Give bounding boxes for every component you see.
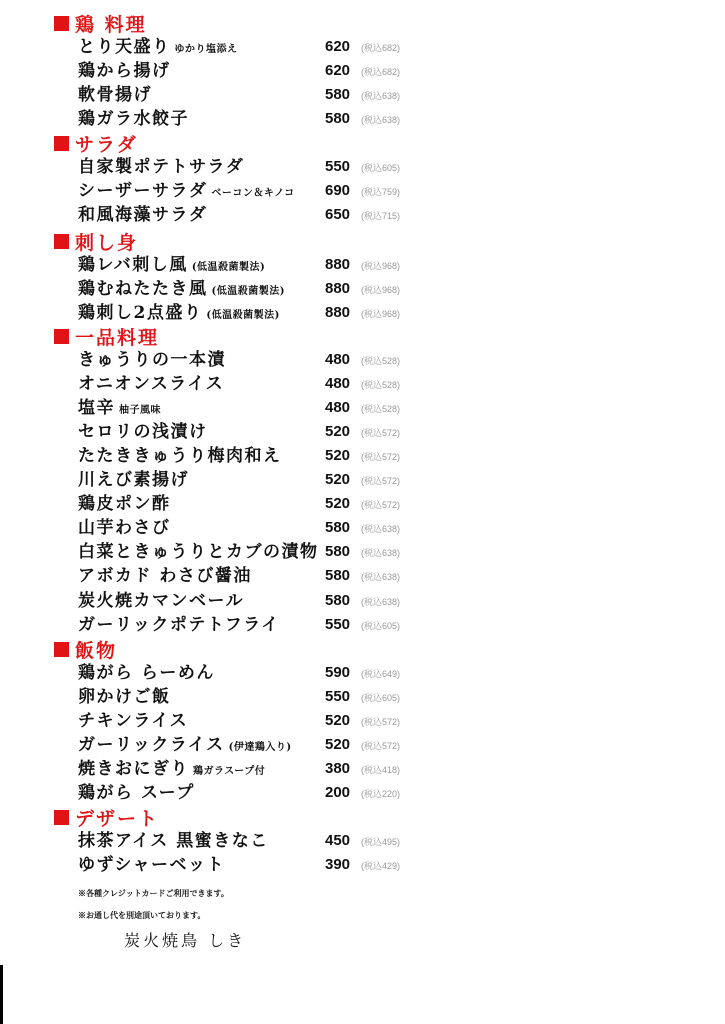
menu-item xyxy=(78,517,418,539)
menu-item-tax-price: (税込968) xyxy=(361,261,401,271)
section-title: 一品料理 xyxy=(75,326,160,349)
menu-item xyxy=(78,493,418,515)
menu-item xyxy=(78,758,418,780)
menu-item-name xyxy=(78,445,282,467)
menu-item-price: 480 xyxy=(325,351,351,368)
menu-item-name-text: 自家製ポテトサラダ xyxy=(78,157,245,177)
section-header xyxy=(54,132,138,154)
menu-item-name-text: アボカド わさび醤油 xyxy=(78,566,252,586)
menu-item-name-text: 焼きおにぎり xyxy=(78,759,189,779)
menu-item-price: 880 xyxy=(325,280,351,297)
menu-item-tax-price: (税込572) xyxy=(361,428,401,438)
menu-item xyxy=(78,469,418,491)
menu-item xyxy=(78,782,418,804)
menu-item-name xyxy=(78,565,252,587)
menu-item-price: 520 xyxy=(325,712,351,729)
menu-item-name-text: たたききゅうり梅肉和え xyxy=(78,446,282,466)
menu-item-price: 620 xyxy=(325,38,351,55)
menu-item-note: (低温殺菌製法) xyxy=(191,262,266,273)
menu-item-tax-price: (税込638) xyxy=(361,597,401,607)
page-edge-rule xyxy=(0,965,3,1024)
menu-item-tax-price: (税込528) xyxy=(361,404,401,414)
menu-item xyxy=(78,565,418,587)
menu-item-tax-price: (税込605) xyxy=(361,693,401,703)
menu-item-name xyxy=(78,517,171,539)
menu-item-name-text: 鶏ガラ水餃子 xyxy=(78,109,189,129)
menu-item-note: 鶏ガラスープ付 xyxy=(193,766,266,777)
menu-item-tax-price: (税込528) xyxy=(361,356,401,366)
menu-item-price: 650 xyxy=(325,206,351,223)
menu-item-tax-price: (税込682) xyxy=(361,43,401,53)
section-header xyxy=(54,12,147,34)
menu-item-price: 520 xyxy=(325,495,351,512)
menu-item xyxy=(78,254,418,276)
menu-item-name xyxy=(78,373,224,395)
shop-name: 炭火焼鳥 しき xyxy=(124,931,247,950)
section-header xyxy=(54,230,138,252)
menu-item xyxy=(78,108,418,130)
menu-item-name-text: セロリの浅漬け xyxy=(78,422,208,442)
menu-item-name xyxy=(78,614,280,636)
section-bullet-square xyxy=(54,136,69,151)
section-bullet-square xyxy=(54,234,69,249)
menu-item-price: 520 xyxy=(325,471,351,488)
menu-item xyxy=(78,710,418,732)
menu-item-name xyxy=(78,60,171,82)
menu-item-name xyxy=(78,710,188,732)
menu-item-name xyxy=(78,758,265,783)
section-bullet-square xyxy=(54,16,69,31)
menu-item-name xyxy=(78,349,226,371)
section-title: デザート xyxy=(75,807,160,830)
menu-item-name-text: 卵かけご飯 xyxy=(78,687,171,707)
menu-item-name xyxy=(78,421,208,443)
menu-item-tax-price: (税込572) xyxy=(361,452,401,462)
menu-item-tax-price: (税込759) xyxy=(361,187,401,197)
menu-item-name-text: 鶏がら スープ xyxy=(78,783,195,803)
menu-item-name-text: 炭火焼カマンベール xyxy=(78,591,245,611)
menu-item-name-text: オニオンスライス xyxy=(78,374,225,394)
menu-item-tax-price: (税込638) xyxy=(361,115,401,125)
menu-item-note: (低温殺菌製法) xyxy=(206,310,280,321)
menu-item-tax-price: (税込638) xyxy=(361,548,401,558)
menu-item xyxy=(78,541,418,563)
menu-item-name xyxy=(78,254,265,279)
menu-item-name xyxy=(78,590,244,612)
menu-item-tax-price: (税込638) xyxy=(361,572,401,582)
menu-item-price: 880 xyxy=(325,304,351,321)
menu-item-name-text: 軟骨揚げ xyxy=(78,85,152,105)
menu-item-name xyxy=(78,493,171,515)
menu-item-name xyxy=(78,662,215,684)
menu-item-price: 390 xyxy=(325,856,351,873)
menu-item xyxy=(78,397,418,419)
menu-item-note: ベーコン＆キノコ xyxy=(211,188,295,199)
menu-item-tax-price: (税込220) xyxy=(361,789,401,799)
menu-item-tax-price: (税込418) xyxy=(361,765,401,775)
menu-item-tax-price: (税込495) xyxy=(361,837,401,847)
menu-item-name-text: 和風海藻サラダ xyxy=(78,205,208,225)
menu-item-price: 690 xyxy=(325,182,351,199)
section-bullet-square xyxy=(54,642,69,657)
menu-item-name-text: 抹茶アイス 黒蜜きなこ xyxy=(78,831,269,851)
menu-item-price: 200 xyxy=(325,784,351,801)
menu-item-tax-price: (税込528) xyxy=(361,380,401,390)
menu-item-name-text: 鶏レバ刺し風 xyxy=(78,255,188,275)
menu-item xyxy=(78,830,418,852)
menu-item-price: 580 xyxy=(325,519,351,536)
menu-item-price: 520 xyxy=(325,423,351,440)
menu-item-name-text: きゅうりの一本漬 xyxy=(78,350,226,370)
menu-item-tax-price: (税込572) xyxy=(361,717,401,727)
menu-item-price: 580 xyxy=(325,543,351,560)
menu-item-name-text: 鶏から揚げ xyxy=(78,61,171,81)
menu-item-name xyxy=(78,469,189,491)
menu-item-tax-price: (税込605) xyxy=(361,621,401,631)
menu-item-name-text: 鶏刺し2点盛り xyxy=(78,303,203,323)
menu-item-name-text: とり天盛り xyxy=(78,37,171,57)
menu-item-tax-price: (税込968) xyxy=(361,285,401,295)
menu-item-name-text: 鶏皮ポン酢 xyxy=(78,494,171,514)
menu-item-price: 550 xyxy=(325,688,351,705)
menu-item-price: 520 xyxy=(325,736,351,753)
menu-item-price: 880 xyxy=(325,256,351,273)
menu-item xyxy=(78,421,418,443)
menu-item-tax-price: (税込968) xyxy=(361,309,401,319)
menu-item-name xyxy=(78,686,171,708)
menu-item-name-text: ガーリックポテトフライ xyxy=(78,615,280,635)
section-header xyxy=(54,806,159,828)
menu-item-price: 520 xyxy=(325,447,351,464)
menu-item xyxy=(78,156,418,178)
section-title: サラダ xyxy=(75,133,138,156)
menu-item-name-text: シーザーサラダ xyxy=(78,181,208,201)
section-title: 飯物 xyxy=(75,639,118,662)
menu-item-name xyxy=(78,204,207,226)
menu-item xyxy=(78,734,418,756)
menu-item-tax-price: (税込638) xyxy=(361,524,401,534)
menu-item xyxy=(78,180,418,202)
menu-item-price: 590 xyxy=(325,664,351,681)
menu-item-name-text: 塩辛 xyxy=(78,398,115,418)
section-title: 刺し身 xyxy=(75,231,139,254)
menu-item xyxy=(78,84,418,106)
footnote-credit-card: ※各種クレジットカードご利用できます。 xyxy=(78,888,229,898)
section-bullet-square xyxy=(54,329,69,344)
menu-item-price: 580 xyxy=(325,592,351,609)
menu-item-note: ゆかり塩添え xyxy=(174,44,238,55)
menu-item-price: 580 xyxy=(325,567,351,584)
menu-item-name-text: 川えび素揚げ xyxy=(78,470,189,490)
menu-item-tax-price: (税込572) xyxy=(361,500,401,510)
menu-item-tax-price: (税込429) xyxy=(361,861,401,871)
menu-item xyxy=(78,662,418,684)
menu-item-name-text: 白菜ときゅうりとカブの漬物 xyxy=(78,542,319,562)
menu-item-name xyxy=(78,734,292,759)
menu-item-name-text: 鶏むねたたき風 xyxy=(78,279,208,299)
section-bullet-square xyxy=(54,810,69,825)
menu-item-name xyxy=(78,36,238,61)
menu-item xyxy=(78,36,418,58)
menu-item-name xyxy=(78,397,161,422)
menu-item-price: 380 xyxy=(325,760,351,777)
footnote-cover-charge: ※お通し代を別途頂いております。 xyxy=(78,910,206,920)
menu-item-tax-price: (税込638) xyxy=(361,91,401,101)
menu-item xyxy=(78,60,418,82)
menu-item-tax-price: (税込572) xyxy=(361,476,401,486)
menu-item xyxy=(78,445,418,467)
menu-item xyxy=(78,854,418,876)
menu-item-name-text: 鶏がら らーめん xyxy=(78,663,215,683)
menu-item-price: 580 xyxy=(325,86,351,103)
menu-item-name xyxy=(78,782,195,804)
menu-item xyxy=(78,278,418,300)
menu-item-tax-price: (税込605) xyxy=(361,163,401,173)
menu-item xyxy=(78,204,418,226)
menu-item-name xyxy=(78,180,295,205)
menu-item-note: (伊達鶏入り) xyxy=(228,742,292,753)
menu-item-price: 620 xyxy=(325,62,351,79)
menu-item-name xyxy=(78,108,189,130)
menu-item xyxy=(78,614,418,636)
menu-item-price: 450 xyxy=(325,832,351,849)
menu-item-price: 480 xyxy=(325,399,351,416)
menu-item-price: 550 xyxy=(325,158,351,175)
menu-item xyxy=(78,349,418,371)
menu-item xyxy=(78,590,418,612)
menu-item-tax-price: (税込572) xyxy=(361,741,401,751)
menu-item-name-text: ガーリックライス xyxy=(78,735,225,755)
menu-item-name xyxy=(78,84,152,106)
menu-item-name-text: 山芋わさび xyxy=(78,518,171,538)
menu-item-name xyxy=(78,156,244,178)
section-header xyxy=(54,325,159,347)
menu-item-tax-price: (税込715) xyxy=(361,211,401,221)
menu-item-price: 550 xyxy=(325,616,351,633)
menu-item-name xyxy=(78,541,319,563)
menu-item-price: 580 xyxy=(325,110,351,127)
menu-item-note: 柚子風味 xyxy=(119,405,161,416)
menu-item-note: (低温殺菌製法) xyxy=(211,286,285,297)
section-header xyxy=(54,638,117,660)
menu-item xyxy=(78,686,418,708)
section-title: 鶏 料理 xyxy=(75,13,147,36)
menu-item xyxy=(78,373,418,395)
menu-item-tax-price: (税込682) xyxy=(361,67,401,77)
menu-item-name-text: ゆずシャーベット xyxy=(78,855,225,875)
menu-item-name-text: チキンライス xyxy=(78,711,189,731)
menu-item-name xyxy=(78,854,225,876)
menu-item-price: 480 xyxy=(325,375,351,392)
menu-item xyxy=(78,302,418,324)
menu-item-name xyxy=(78,278,285,303)
menu-item-tax-price: (税込649) xyxy=(361,669,401,679)
menu-item-name xyxy=(78,830,269,852)
